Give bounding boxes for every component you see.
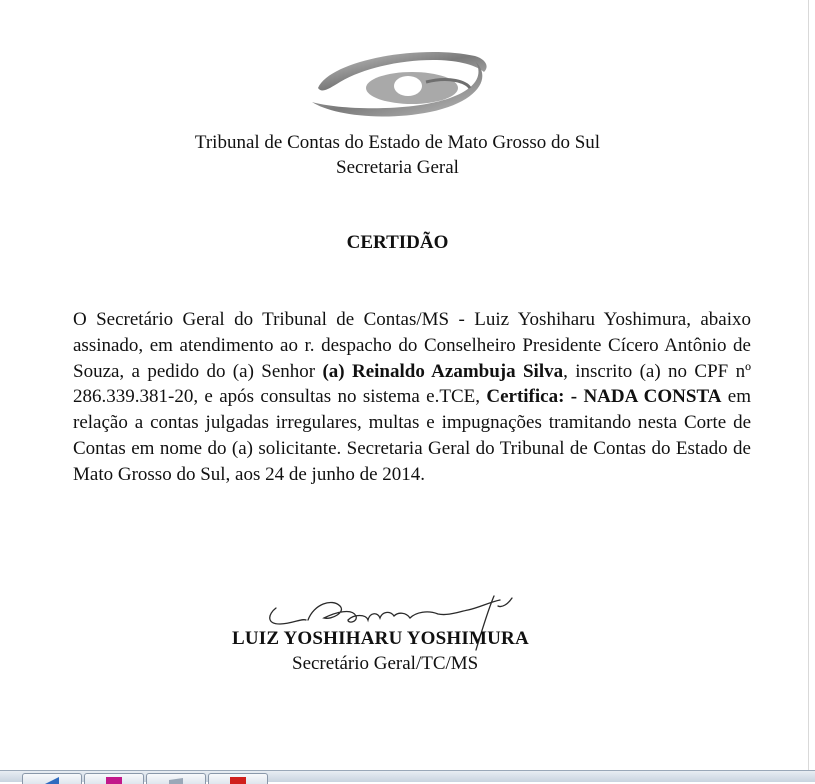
taskbar-button-3[interactable] <box>146 773 206 784</box>
body-text-part-2: , inscrito (a) no CPF nº 286.339.381-20, e após consultas no sistema e.TCE, <box>73 360 751 408</box>
body-text-part-3: em relação a contas julgadas irregulares, multas e impugnações tramitando nesta Corte de Contas em nome do (a) solicitante. Secretaria Geral do Tribunal de Contas do Estado de Mato Grosso do Sul, aos 24 de junho de 2014. <box>73 386 752 485</box>
page-edge <box>808 0 809 770</box>
certification-statement: Certifica: - NADA CONSTA <box>486 386 722 408</box>
taskbar-button-1[interactable] <box>22 773 82 784</box>
requester-name: (a) Reinaldo Azambuja Silva <box>322 360 564 382</box>
taskbar-app-icon <box>167 776 185 784</box>
department-name: Secretaria Geral <box>336 157 459 178</box>
taskbar-app-icon <box>43 776 61 784</box>
taskbar <box>0 770 815 782</box>
taskbar-app-icon <box>105 776 123 784</box>
certificate-body <box>73 307 751 488</box>
taskbar-button-2[interactable] <box>84 773 144 784</box>
taskbar-button-4[interactable] <box>208 773 268 784</box>
signatory-name: LUIZ YOSHIHARU YOSHIMURA <box>232 628 529 649</box>
tce-emblem-logo <box>300 42 500 122</box>
document-title: CERTIDÃO <box>346 232 449 253</box>
body-text-part-1: O Secretário Geral do Tribunal de Contas/MS - Luiz Yoshiharu Yoshimura, abaixo assinado, em atendimento ao r. despacho do Conselheiro Presidente Cícero Antônio de Souza, a pedido do (a) Senhor <box>73 309 751 382</box>
taskbar-app-icon <box>229 776 247 784</box>
institution-name: Tribunal de Contas do Estado de Mato Grosso do Sul <box>194 132 601 153</box>
signatory-role: Secretário Geral/TC/MS <box>292 653 479 674</box>
